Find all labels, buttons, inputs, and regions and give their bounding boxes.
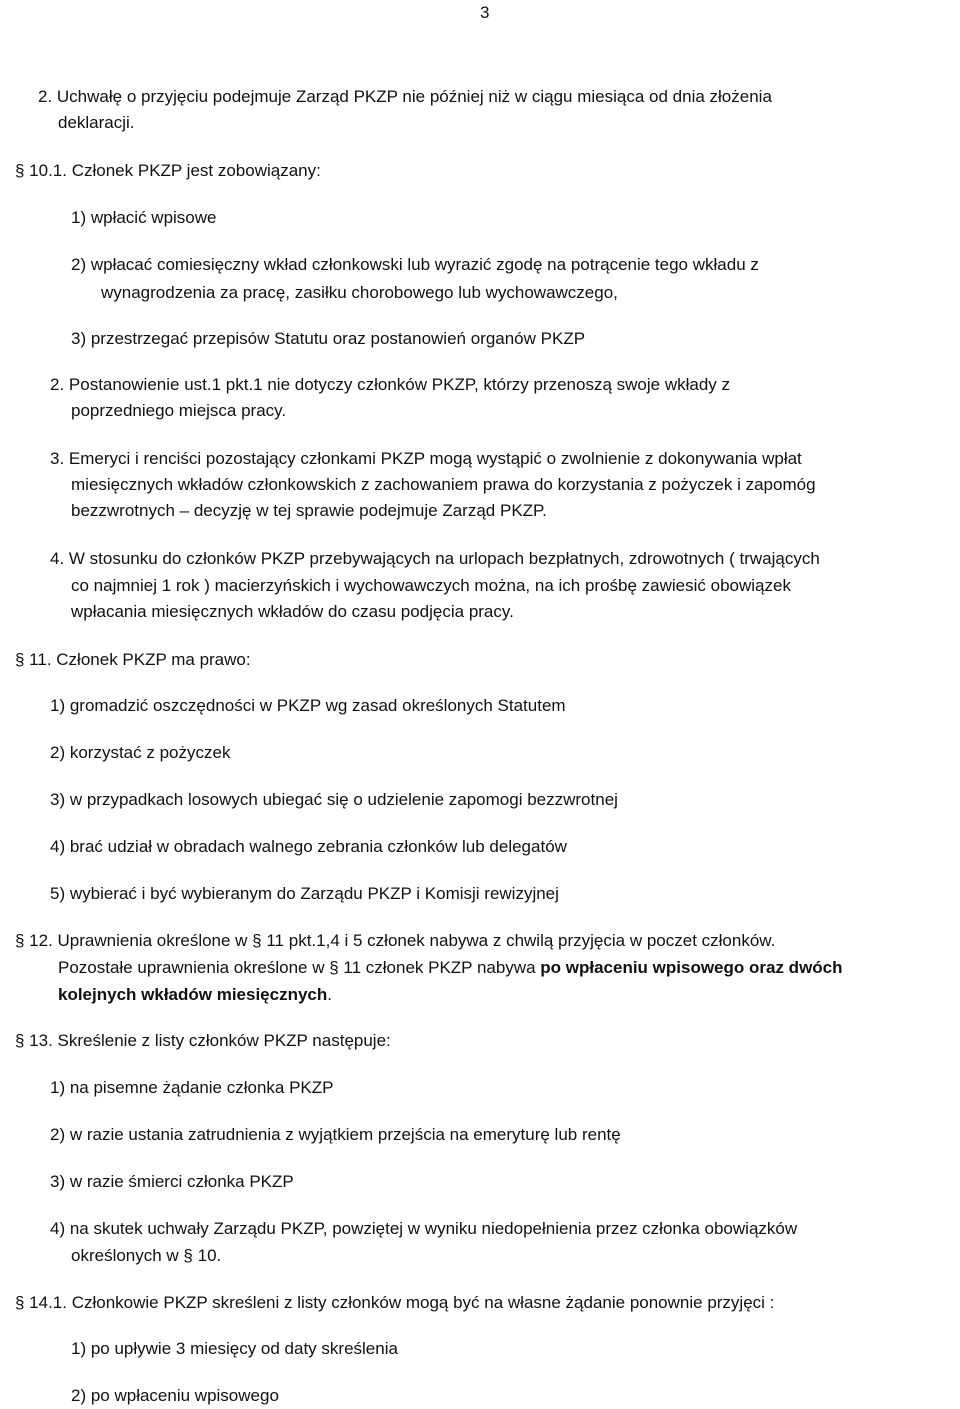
section-13-item-3: 3) w razie śmierci członka PKZP (50, 1172, 294, 1191)
section-13-item-2: 2) w razie ustania zatrudnienia z wyjątkiem przejścia na emeryturę lub rentę (50, 1125, 621, 1144)
section-12-line-3-bold: kolejnych wkładów miesięcznych (58, 985, 328, 1004)
section-10-para-2-line-2: poprzedniego miejsca pracy. (71, 401, 287, 420)
section-10-para-4-line-2: co najmniej 1 rok ) macierzyńskich i wychowawczych można, na ich prośbę zawiesić obowiązek (71, 576, 791, 595)
section-10-item-1: 1) wpłacić wpisowe (71, 208, 217, 227)
section-10-para-4-line-1: 4. W stosunku do członków PKZP przebywających na urlopach bezpłatnych, zdrowotnych ( trwających (50, 549, 820, 568)
section-10-para-2-line-1: 2. Postanowienie ust.1 pkt.1 nie dotyczy członków PKZP, którzy przenoszą swoje wkłady z (50, 375, 731, 394)
section-10-item-3: 3) przestrzegać przepisów Statutu oraz postanowień organów PKZP (71, 329, 586, 348)
section-12-line-2 (58, 955, 843, 981)
section-13-item-1: 1) na pisemne żądanie członka PKZP (50, 1078, 334, 1097)
section-11-item-4: 4) brać udział w obradach walnego zebrania członków lub delegatów (50, 837, 567, 856)
section-10-para-4-line-3: wpłacania miesięcznych wkładów do czasu podjęcia pracy. (71, 602, 514, 621)
section-12-line-1: § 12. Uprawnienia określone w § 11 pkt.1,4 i 5 członek nabywa z chwilą przyjęcia w poczet członków. (15, 931, 776, 950)
section-11-item-1: 1) gromadzić oszczędności w PKZP wg zasad określonych Statutem (50, 696, 566, 715)
paragraph-9-2-line-1: 2. Uchwałę o przyjęciu podejmuje Zarząd PKZP nie później niż w ciągu miesiąca od dnia złożenia (38, 87, 772, 106)
section-10-item-2-line-1: 2) wpłacać comiesięczny wkład członkowski lub wyrazić zgodę na potrącenie tego wkładu z (71, 255, 759, 274)
section-14-item-2: 2) po wpłaceniu wpisowego (71, 1386, 279, 1405)
section-12-line-3 (58, 982, 332, 1008)
section-10-para-3-line-2: miesięcznych wkładów członkowskich z zachowaniem prawa do korzystania z pożyczek i zapomóg (71, 475, 816, 494)
section-10-para-3-line-1: 3. Emeryci i renciści pozostający członkami PKZP mogą wystąpić o zwolnienie z dokonywania wpłat (50, 449, 802, 468)
section-11-heading: § 11. Członek PKZP ma prawo: (15, 650, 251, 669)
section-10-para-3-line-3: bezzwrotnych – decyzję w tej sprawie podejmuje Zarząd PKZP. (71, 501, 547, 520)
section-10-heading: § 10.1. Członek PKZP jest zobowiązany: (15, 161, 321, 180)
section-14-item-1: 1) po upływie 3 miesięcy od daty skreślenia (71, 1339, 398, 1358)
section-11-item-3: 3) w przypadkach losowych ubiegać się o udzielenie zapomogi bezzwrotnej (50, 790, 618, 809)
section-10-item-2-line-2: wynagrodzenia za pracę, zasiłku chorobowego lub wychowawczego, (101, 283, 618, 302)
section-13-item-4-line-2: określonych w § 10. (71, 1246, 222, 1265)
section-13-item-4-line-1: 4) na skutek uchwały Zarządu PKZP, powziętej w wyniku niedopełnienia przez członka obowiązków (50, 1219, 798, 1238)
paragraph-9-2-line-2: deklaracji. (58, 113, 135, 132)
section-11-item-2: 2) korzystać z pożyczek (50, 743, 231, 762)
section-12-line-2-text: Pozostałe uprawnienia określone w § 11 członek PKZP nabywa (58, 958, 541, 977)
section-12-line-2-bold: po wpłaceniu wpisowego oraz dwóch (540, 958, 843, 977)
section-11-item-5: 5) wybierać i być wybieranym do Zarządu PKZP i Komisji rewizyjnej (50, 884, 559, 903)
section-14-heading: § 14.1. Członkowie PKZP skreśleni z listy członków mogą być na własne żądanie ponownie przyjęci : (15, 1293, 775, 1312)
section-13-heading: § 13. Skreślenie z listy członków PKZP następuje: (15, 1031, 391, 1050)
section-12-line-3-end: . (327, 985, 333, 1004)
page-number: 3 (480, 3, 490, 22)
